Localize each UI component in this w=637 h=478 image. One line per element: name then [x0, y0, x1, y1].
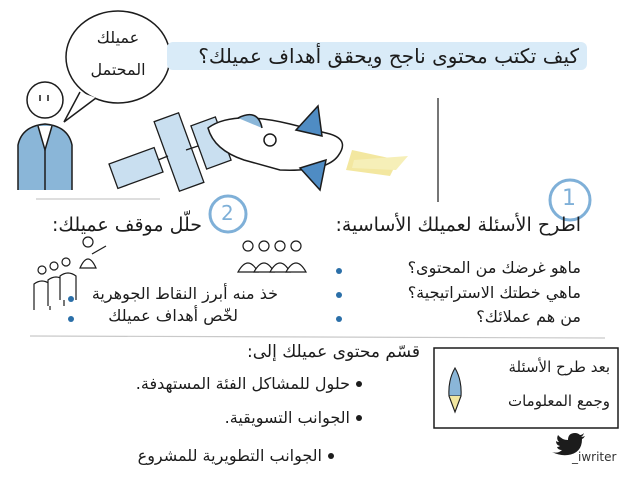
section-3-heading: قسّم محتوى عميلك إلى: — [247, 342, 420, 362]
question-1: ماهو غرضك من المحتوى؟ — [407, 258, 581, 277]
question-3: من هم عملائك؟ — [476, 307, 581, 326]
twitter-handle: _iwriter — [572, 450, 617, 464]
content-item-1: حلول للمشاكل الفئة المستهدفة. — [135, 374, 350, 393]
bullet — [356, 415, 362, 421]
question-2: ماهي خطتك الاستراتيجية؟ — [407, 283, 581, 302]
divider-line — [30, 336, 605, 338]
rocket-icon — [208, 106, 408, 190]
bullet — [68, 296, 74, 302]
bullet — [356, 381, 362, 387]
person-icon — [18, 82, 72, 190]
speech-bubble-line-1: عميلك — [96, 28, 140, 47]
bullet — [328, 453, 334, 459]
page-title: كيف تكتب محتوى ناجح ويحقق أهداف عميلك؟ — [167, 42, 587, 70]
section-2-heading: حلّل موقف عميلك: — [51, 214, 202, 236]
bullet — [68, 316, 74, 322]
bullet — [336, 292, 342, 298]
info-box-line-2: وجمع المعلومات — [507, 392, 610, 410]
section-1-number: 1 — [562, 186, 576, 211]
crowd-icon — [238, 241, 306, 272]
section-2-number: 2 — [221, 201, 234, 225]
content-item-3: الجوانب التطويرية للمشروع — [137, 446, 322, 465]
analysis-point-1: خذ منه أبرز النقاط الجوهرية — [91, 284, 278, 303]
speech-bubble-line-2: المحتمل — [90, 60, 146, 79]
bullet — [336, 316, 342, 322]
bullet — [336, 268, 342, 274]
analysis-point-2: لخّص أهداف عميلك — [108, 306, 238, 325]
section-1-heading: اطرح الأسئلة لعميلك الأساسية: — [335, 214, 581, 236]
info-box-line-1: بعد طرح الأسئلة — [508, 358, 610, 376]
content-item-2: الجوانب التسويقية. — [224, 408, 350, 427]
